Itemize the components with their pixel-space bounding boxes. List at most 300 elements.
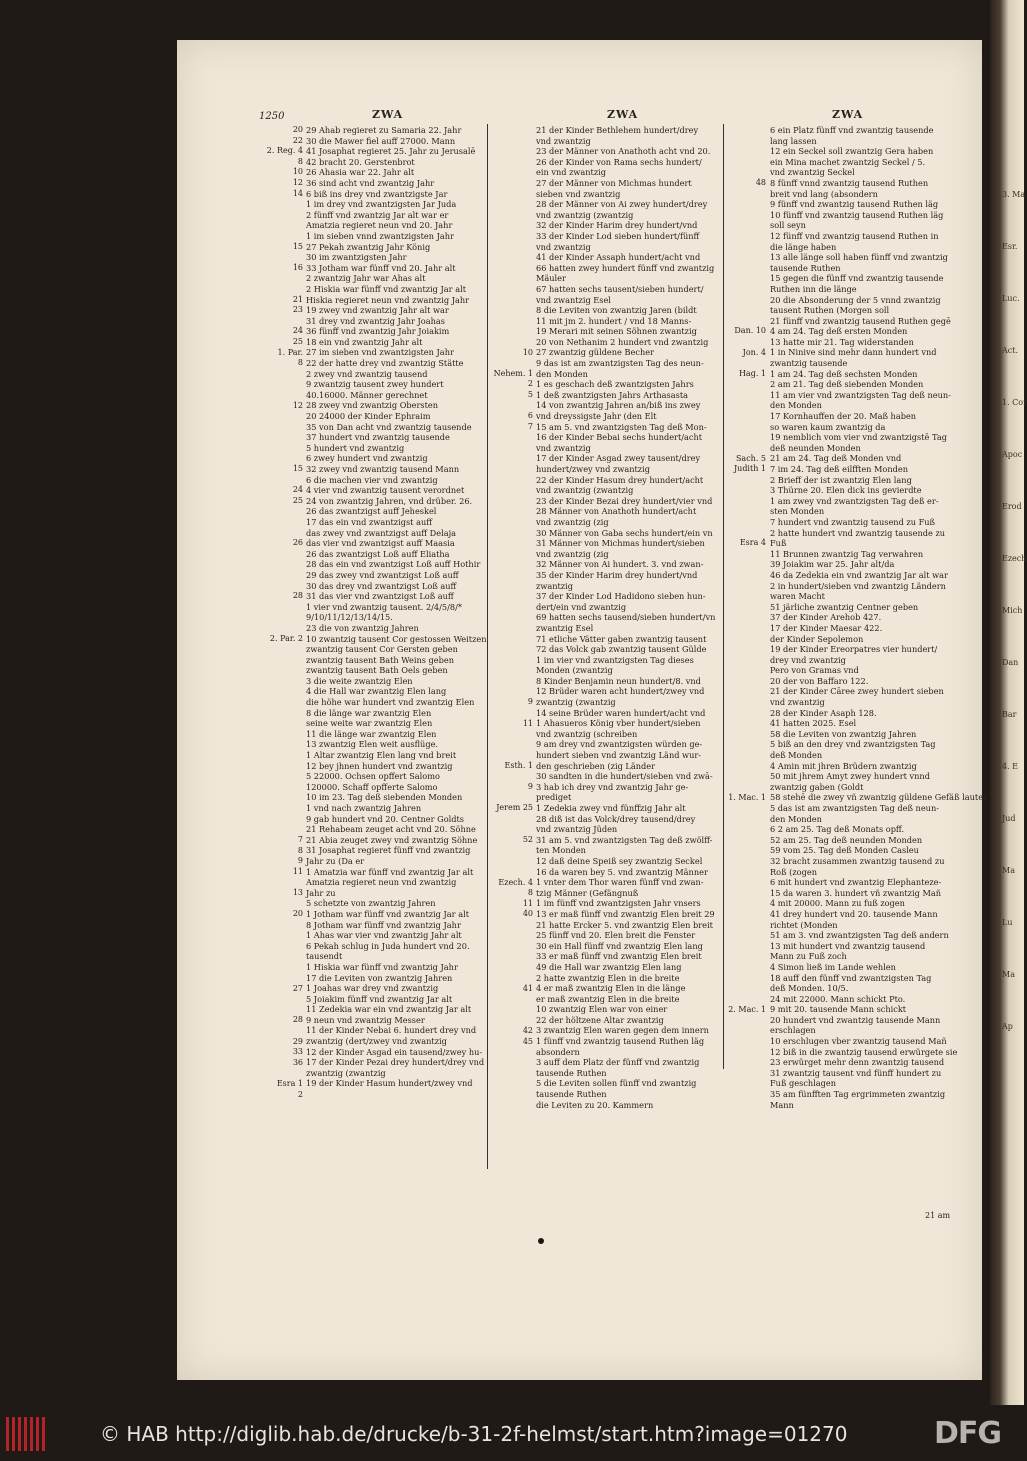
margin-reference: 11 (522, 718, 533, 728)
margin-reference: 40 (522, 909, 533, 919)
column-header-3: ZWA (832, 108, 864, 121)
text-line: den Monden (536, 368, 588, 379)
text-line: 3 hab ich drey vnd zwantzig Jahr ge- (536, 781, 689, 792)
text-line: 6 die machen vier vnd zwantzig (306, 474, 438, 485)
text-line: vnd zwantzig (zwantzig (536, 209, 634, 220)
text-line: 21 fünff vnd zwantzig tausend Ruthen gegē (770, 315, 951, 326)
text-line: 32 der Kinder Harim drey hundert/vnd (536, 220, 698, 231)
text-line: 4 vier vnd zwantzig tausent verordnet (306, 485, 465, 496)
text-line: 33 er maß fünff vnd zwantzig Elen breit (536, 951, 702, 962)
margin-reference: Sach. 5 (735, 453, 766, 463)
margin-reference: 8 (297, 845, 303, 855)
margin-reference: 7 (527, 421, 533, 431)
text-line: 25 fünff vnd 20. Elen breit die Fenster (536, 930, 696, 941)
edge-fragment: Ma (1002, 866, 1015, 875)
text-line: prediget (536, 792, 572, 803)
margin-reference: 24 (292, 485, 303, 495)
text-line: 8 Jotham war fünff vnd zwantzig Jahr (306, 919, 461, 930)
text-line: 13 mit hundert vnd zwantzig tausend (770, 940, 926, 951)
text-line: 12 ein Seckel soll zwantzig Gera haben (770, 146, 934, 157)
text-line: zwantzig (536, 580, 573, 591)
text-line: 20 von Nethanim 2 hundert vnd zwantzig (536, 336, 709, 347)
text-line: 1 im vier vnd zwantzigsten Tag dieses (536, 654, 694, 665)
text-line: 72 das Volck gab zwantzig tausent Gülde (536, 644, 707, 655)
margin-reference: 22 (292, 135, 303, 145)
text-line: Roß (zogen (770, 866, 817, 877)
text-line: 1 fünff vnd zwantzig tausend Ruthen läg (536, 1036, 705, 1047)
column-rule-1 (487, 124, 488, 1169)
text-line: 9 das ist am zwantzigsten Tag des neun- (536, 358, 704, 369)
text-line: 7 hundert vnd zwantzig tausend zu Fuß (770, 516, 936, 527)
text-line: zwantzig (dert/zwey vnd zwantzig (306, 1036, 447, 1047)
text-line: 21 am 24. Tag deß Monden vnd (770, 453, 902, 464)
text-line: 26 das zwantzigst Loß auff Eliatha (306, 548, 450, 559)
text-line: 66 hatten zwey hundert fünff vnd zwantzig (536, 262, 715, 273)
text-line: 1 im drey vnd zwantzigsten Jar Juda (306, 199, 457, 210)
text-line: 35 von Dan acht vnd zwantzig tausende (306, 421, 472, 432)
text-line: 28 der Kinder Asaph 128. (770, 707, 877, 718)
text-line: 21 hatte Ercker 5. vnd zwantzig Elen breit (536, 919, 713, 930)
text-line: 23 der Kinder Bezai drey hundert/vier vnd (536, 495, 713, 506)
text-line: 35 am fünfften Tag ergrimmeten zwantzig (770, 1089, 946, 1100)
margin-reference: 16 (292, 262, 303, 272)
text-line: so waren kaum zwantzig da (770, 421, 886, 432)
text-line: 29 das zwey vnd zwantzigst Loß auff (306, 569, 459, 580)
column-header-1: ZWA (372, 108, 404, 121)
margin-reference: 20 (292, 909, 303, 919)
text-line: 12 biß in die zwantzig tausend erwürgete sie (770, 1046, 958, 1057)
margin-reference: Hag. 1 (738, 368, 766, 378)
text-line: 4 Simon ließ im Lande wehlen (770, 961, 896, 972)
text-line: zwantzig (zwantzig (306, 1067, 386, 1078)
text-line: 17 der Kinder Asgad zwey tausent/drey (536, 453, 701, 464)
text-line: die höhe war hundert vnd zwantzig Elen (306, 697, 475, 708)
text-line: 11 am vier vnd zwantzigsten Tag deß neun- (770, 389, 951, 400)
text-line: zwantzig tausent Cor Gersten geben (306, 644, 458, 655)
text-line: deß Monden (770, 750, 823, 761)
text-line: 2 zwey vnd zwantzig tausend (306, 368, 428, 379)
text-line: 19 der Kinder Ereorpatres vier hundert/ (770, 644, 938, 655)
text-line: vnd zwantzig (770, 697, 825, 708)
text-line: 51 järliche zwantzig Centner geben (770, 601, 919, 612)
margin-reference: 7 (297, 835, 303, 845)
text-line: 31 Männer von Michmas hundert/sieben (536, 538, 705, 549)
text-line: 49 die Hall war zwantzig Elen lang (536, 961, 682, 972)
text-line: 20 24000 der Kinder Ephraim (306, 411, 431, 422)
text-line: 18 auff den fünff vnd zwantzigsten Tag (770, 972, 932, 983)
text-line: 2 Brieff der ist zwantzig Elen lang (770, 474, 912, 485)
text-line: 26 der Kinder von Rama sechs hundert/ (536, 156, 702, 167)
text-line: 5 schetzte von zwantzig Jahren (306, 898, 436, 909)
text-line: 4 die Hall war zwantzig Elen lang (306, 686, 447, 697)
text-line: 1 es geschach deß zwantzigsten Jahrs (536, 379, 694, 390)
text-line: 23 erwürget mehr denn zwantzig tausend (770, 1057, 945, 1068)
margin-reference: 20 (292, 125, 303, 134)
text-column-3 (770, 125, 987, 1110)
margin-reference: 25 (292, 337, 303, 346)
text-line: 19 Merari mit seinen Söhnen zwantzig (536, 326, 697, 337)
margin-reference: 28 (292, 591, 303, 601)
margin-reference: Ezech. 4 (498, 877, 533, 887)
text-line: 30 sandten in die hundert/sieben vnd zwā- (536, 771, 713, 782)
text-line: 30 das drey vnd zwantzigst Loß auff (306, 580, 457, 591)
text-line: er maß zwantzig Elen in die breite (536, 993, 680, 1004)
text-line: 24 von zwantzig Jahren, vnd drüber. 26. (306, 495, 473, 506)
text-line: vnd zwantzig Seckel (770, 167, 855, 178)
text-line: 2 am 21. Tag deß siebenden Monden (770, 379, 924, 390)
text-line: zwantzig tausende (770, 358, 848, 369)
edge-fragment: Ap (1002, 1022, 1013, 1031)
text-line: 1 Joahas war drey vnd zwantzig (306, 983, 439, 994)
text-line: 31 drey vnd zwantzig Jahr Joahas (306, 315, 445, 326)
text-line: die länge haben (770, 241, 837, 252)
text-line: 5 das ist am zwantzigsten Tag deß neun- (770, 803, 939, 813)
text-line: 32 zwey vnd zwantzig tausend Mann (306, 464, 460, 474)
text-line: 1 im sieben vnnd zwantzigsten Jahr (306, 230, 454, 241)
text-line: zwantzig (zwantzig (536, 697, 616, 708)
margin-reference: 9 (527, 782, 533, 792)
margin-reference: 42 (522, 1026, 533, 1035)
text-line: 39 Joiakim war 25. Jahr alt/da (770, 559, 895, 570)
text-line: 30 im zwantzigsten Jahr (306, 252, 407, 263)
text-line: 12 der Kinder Asgad ein tausend/zwey hu- (306, 1046, 483, 1057)
text-line: 1 Zedekia zwey vnd fünffzig Jahr alt (536, 803, 686, 813)
text-line: richtet (Monden (770, 919, 838, 930)
text-line: 22 der höltzene Altar zwantzig (536, 1014, 664, 1025)
text-line: 20 die Absonderung der 5 vnnd zwantzig (770, 294, 941, 305)
text-line: den Monden (770, 813, 822, 824)
text-line: 12 Brüder waren acht hundert/zwey vnd (536, 686, 705, 697)
text-line: 9 fünff vnd zwantzig tausend Ruthen läg (770, 199, 939, 210)
text-line: 120000. Schaff opfferte Salomo (306, 781, 438, 792)
text-line: 1 Ahasueros König vber hundert/sieben (536, 718, 701, 729)
text-line: hundert sieben vnd zwantzig Länd wur- (536, 750, 702, 761)
text-line: vnd zwantzig (536, 442, 591, 453)
margin-reference: 1. Par. (277, 347, 303, 357)
page-number: 1250 (259, 111, 285, 122)
hab-logo-icon (6, 1417, 46, 1451)
text-line: vnd zwantzig Jüden (536, 824, 618, 835)
ink-dot (538, 1238, 544, 1244)
text-line: 10 erschlugen vber zwantzig tausend Mañ (770, 1036, 947, 1047)
text-line: 46 da Zedekia ein vnd zwantzig Jar alt war (770, 569, 948, 580)
margin-reference: 12 (292, 400, 303, 410)
text-line: 40.16000. Männer gerechnet (306, 389, 428, 400)
text-line: Fuß geschlagen (770, 1078, 837, 1089)
text-line: Amatzia regieret neun vnd zwantzig (306, 877, 457, 888)
margin-reference: Esth. 1 (504, 761, 533, 770)
text-line: 2 hatte hundert vnd zwantzig tausende zu (770, 527, 946, 538)
text-line: zwantzig gaben (Goldt (770, 781, 864, 792)
text-line: 1 vnd nach zwantzig Jahren (306, 803, 422, 813)
text-line: vnd zwantzig (536, 241, 591, 252)
text-line: zwantzig tausent Bath Weins geben (306, 654, 454, 665)
text-line: 35 der Kinder Harim drey hundert/vnd (536, 569, 698, 580)
text-line: 31 das vier vnd zwantzigst Loß auff (306, 591, 454, 602)
text-line: vnd zwantzig (zig (536, 516, 609, 527)
text-line: 22 der Kinder Hasum drey hundert/acht (536, 474, 704, 485)
edge-fragment: Act. (1002, 346, 1019, 355)
text-line: 21 Abia zeuget zwey vnd zwantzig Söhne (306, 834, 478, 845)
text-line: vnd zwantzig (schreiben (536, 728, 638, 739)
edge-fragment: Luc. (1002, 294, 1020, 303)
margin-reference: Jon. 4 (742, 347, 766, 357)
text-line: 1 Hiskia war fünff vnd zwantzig Jahr (306, 961, 458, 972)
margin-reference: 8 (297, 156, 303, 166)
margin-reference: 2. Reg. 4 (266, 146, 303, 156)
text-line: 27 der Männer von Michmas hundert (536, 177, 692, 188)
text-line: 9 zwantzig tausent zwey hundert (306, 379, 444, 390)
text-line: 27 Pekah zwantzig Jahr König (306, 241, 431, 252)
book-page (177, 40, 987, 1380)
margin-reference: 52 (522, 835, 533, 845)
text-line: 28 zwey vnd zwantzig Obersten (306, 400, 439, 411)
text-line: 19 nemblich vom vier vnd zwantzigstē Tag (770, 432, 947, 443)
text-line: 11 Zedekia war ein vnd zwantzig Jar alt (306, 1004, 472, 1015)
text-line: ein Mina machet zwantzig Seckel / 5. (770, 156, 926, 167)
text-line: 19 zwey vnd zwantzig Jahr alt war (306, 305, 449, 316)
edge-fragment: Erod (1002, 502, 1022, 511)
text-line: 6 biß ins drey vnd zwantzigste Jar (306, 188, 448, 199)
text-line: 15 gegen die fünff vnd zwantzig tausende (770, 273, 944, 284)
text-line: die Leviten zu 20. Kammern (536, 1099, 654, 1110)
text-line: 10 im 23. Tag deß siebenden Monden (306, 792, 463, 803)
text-line: 12 fünff vnd zwantzig tausend Ruthen in (770, 230, 939, 241)
edge-fragment: 1. Cor (1002, 398, 1027, 407)
text-line: 23 der Männer von Anathoth acht vnd 20. (536, 146, 711, 157)
margin-reference: 48 (755, 178, 766, 187)
text-line: 50 mit jhrem Amyt zwey hundert vnnd (770, 771, 930, 782)
text-line: 30 die Mawer fiel auff 27000. Mann (306, 135, 456, 146)
text-line: Jahr zu (Da er (306, 855, 365, 866)
text-line: den Monden (770, 400, 822, 411)
text-line: erschlagen (770, 1025, 816, 1036)
margin-reference: Jerem 25 (496, 803, 533, 813)
margin-reference: 29 (292, 1036, 303, 1046)
text-line: breit vnd lang (absondern (770, 188, 878, 199)
margin-reference: 24 (292, 326, 303, 336)
margin-reference: 15 (292, 464, 303, 474)
margin-reference: 45 (522, 1036, 533, 1046)
text-line: 30 ein Hall fünff vnd zwantzig Elen lang (536, 940, 703, 951)
text-line: deß neunden Monden (770, 442, 861, 453)
text-line: 8 Kinder Benjamin neun hundert/8. vnd (536, 675, 701, 686)
text-line: 17 der Kinder Maesar 422. (770, 622, 883, 633)
text-line: 9 gab hundert vnd 20. Centner Goldts (306, 813, 464, 824)
text-line: 23 die von zwantzig Jahren (306, 622, 419, 633)
margin-reference: 11 (522, 898, 533, 908)
text-line: sten Monden (770, 506, 825, 517)
text-line: tausende Ruthen (536, 1089, 607, 1100)
text-line: zwantzig tausent Bath Oels geben (306, 665, 448, 676)
text-line: tausende Ruthen (770, 262, 841, 273)
adjacent-page-edge (990, 0, 1027, 1405)
edge-fragment: 3. Ma (1002, 190, 1026, 199)
text-line: zwantzig Esel (536, 622, 594, 633)
text-line: 9 neun vnd zwantzig Messer (306, 1014, 425, 1025)
text-line: 20 hundert vnd zwantzig tausende Mann (770, 1014, 941, 1025)
margin-reference: 36 (292, 1057, 303, 1067)
text-line: 3 auff dem Platz der fünff vnd zwantzig (536, 1057, 700, 1068)
text-line: 24 mit 22000. Mann schickt Pto. (770, 993, 906, 1004)
text-line: 32 Männer von Ai hundert. 3. vnd zwan- (536, 559, 704, 570)
text-line: 3 Thürne 20. Elen dick ins gevierdte (770, 485, 922, 496)
edge-fragment: Mich (1002, 606, 1023, 615)
text-line: 51 am 3. vnd zwantzigsten Tag deß andern (770, 930, 949, 941)
margin-reference: 28 (292, 1015, 303, 1025)
text-line: 4 am 24. Tag deß ersten Monden (770, 326, 908, 337)
text-line: 13 er maß fünff vnd zwantzig Elen breit 29 (536, 908, 715, 919)
margin-reference: Dan. 10 (734, 326, 766, 336)
text-line: 20 der von Baffaro 122. (770, 675, 869, 686)
text-line: 1 in Ninive sind mehr dann hundert vnd (770, 347, 937, 358)
text-line: dert/ein vnd zwantzig (536, 601, 627, 612)
text-line: Pero von Gramas vnd (770, 665, 859, 676)
text-column-2 (536, 125, 722, 1110)
text-line: 11 mit jm 2. hundert / vnd 18 Manns- (536, 315, 692, 326)
edge-fragment: Esr. (1002, 242, 1018, 251)
edge-fragment: Ezech (1002, 554, 1027, 563)
text-line: 3 zwantzig Elen waren gegen dem innern (536, 1025, 709, 1036)
text-line: 13 zwantzig Elen weit ausflüge. (306, 739, 439, 750)
text-line: 32 bracht zusammen zwantzig tausend zu (770, 855, 945, 866)
text-line: vnd zwantzig (536, 135, 591, 146)
margin-reference: Nehem. 1 (493, 368, 533, 378)
text-line: 21 der Kinder Bethlehem hundert/drey (536, 125, 699, 135)
text-line: vnd zwantzig (zig (536, 548, 609, 559)
text-line: 14 von zwantzig Jahren an/biß ins zwey (536, 400, 701, 411)
text-line: 22 der hatte drey vnd zwantzig Stätte (306, 358, 464, 369)
text-line: der Kinder Sepolemon (770, 633, 864, 644)
text-line: ein vnd zwantzig (536, 167, 607, 178)
text-line: 37 der Kinder Lod Hadidono sieben hun- (536, 591, 706, 602)
text-line: 15 da waren 3. hundert vñ zwantzig Mañ (770, 887, 941, 898)
margin-reference: 2. Par. 2 (269, 633, 303, 643)
text-line: 13 hatte mir 21. Tag widerstanden (770, 336, 914, 347)
text-line: 41 der Kinder Assaph hundert/acht vnd (536, 252, 701, 263)
text-line: 5 biß an den drey vnd zwantzigsten Tag (770, 739, 936, 750)
text-line: hundert/zwey vnd zwantzig (536, 464, 650, 474)
text-line: 2 hatte zwantzig Elen in die breite (536, 972, 680, 983)
text-line: 69 hatten sechs tausend/sieben hundert/vn (536, 612, 716, 623)
margin-reference: 2 (527, 379, 533, 389)
text-line: 5 hundert vnd zwantzig (306, 442, 405, 453)
text-line: 28 Männer von Anathoth hundert/acht (536, 506, 697, 517)
text-line: den geschrieben (zig Länder (536, 760, 656, 771)
text-line: 28 der Männer von Ai zwey hundert/drey (536, 199, 708, 210)
margin-reference: 41 (522, 983, 533, 993)
text-line: 1 vier vnd zwantzig tausent. 2/4/5/8/* (306, 601, 462, 612)
text-line: 4 mit 20000. Mann zu fuß zogen (770, 898, 905, 909)
text-line: 1 vnter dem Thor waren fünff vnd zwan- (536, 877, 704, 888)
margin-reference: 5 (527, 390, 533, 399)
text-line: 1 am zwey vnd zwantzigsten Tag deß er- (770, 495, 939, 506)
text-line: 13 alle länge soll haben fünff vnd zwantzig (770, 252, 948, 263)
text-line: 8 fünff vnnd zwantzig tausend Ruthen (770, 177, 929, 188)
text-line: 37 hundert vnd zwantzig tausende (306, 432, 450, 443)
text-line: 58 stehē die zwey vñ zwantzig güldene Gefäß lauter (770, 792, 987, 803)
text-line: 1 im fünff vnd zwantzigsten Jahr vnsers (536, 898, 701, 909)
text-line: 5 die Leviten sollen fünff vnd zwantzig (536, 1078, 697, 1089)
margin-reference: Judith 1 (733, 464, 766, 474)
text-line: 8 die länge war zwantzig Elen (306, 707, 432, 718)
text-line: 16 da waren bey 5. vnd zwantzig Männer (536, 866, 708, 877)
text-line: 16 der Kinder Bebai sechs hundert/acht (536, 432, 703, 443)
text-line: 17 das ein vnd zwantzigst auff (306, 516, 433, 527)
text-line: 26 Ahasia war 22. Jahr alt (306, 167, 415, 178)
text-line: 36 sind acht vnd zwantzig Jahr (306, 177, 435, 188)
margin-reference: 25 (292, 496, 303, 505)
text-line: 21 Rehabeam zeuget acht vnd 20. Söhne (306, 824, 476, 835)
text-line: 12 bey jhnen hundert vnd zwantzig (306, 760, 453, 771)
text-line: Fuß (770, 538, 787, 549)
text-line: Ruthen inn die länge (770, 283, 857, 294)
text-line: 2 in hundert/sieben vnd zwantzig Ländern (770, 580, 946, 591)
text-line: 17 der Kinder Pezai drey hundert/drey vnd (306, 1057, 485, 1068)
text-line: Jahr zu (306, 887, 336, 898)
text-line: 11 die länge war zwantzig Elen (306, 728, 437, 739)
margin-reference: 15 (292, 241, 303, 251)
text-line: Mann zu Fuß zoch (770, 951, 847, 962)
text-line: 2 zwantzig Jahr war Ahas alt (306, 273, 426, 284)
text-line: 41 Josaphat regieret 25. Jahr zu Jerusalē (306, 146, 476, 157)
edge-fragment: Bar (1002, 710, 1017, 719)
text-line: soll seyn (770, 220, 806, 231)
margin-reference: 14 (292, 188, 303, 198)
column-rule-2 (723, 124, 724, 1069)
margin-reference: 8 (527, 888, 533, 898)
text-line: 41 drey hundert vnd 20. tausende Mann (770, 908, 938, 919)
text-line: 29 Ahab regieret zu Samaria 22. Jahr (306, 125, 462, 135)
margin-reference: 10 (522, 347, 533, 357)
text-line: 37 der Kinder Arehob 427. (770, 612, 882, 623)
edge-fragment: Apoc (1002, 450, 1023, 459)
text-line: ten Monden (536, 845, 586, 856)
margin-reference: 21 (292, 294, 303, 304)
edge-fragment: 4. E (1002, 762, 1019, 771)
text-line: tausendt (306, 951, 343, 962)
text-line: seine weite war zwantzig Elen (306, 718, 433, 729)
text-line: 9 mit 20. tausende Mann schickt (770, 1004, 907, 1015)
text-line: Mäuler (536, 273, 566, 284)
text-line: 67 hatten sechs tausent/sieben hundert/ (536, 283, 704, 294)
text-line: 30 Männer von Gaba sechs hundert/ein vn (536, 527, 713, 538)
text-line: 7 im 24. Tag deß eilfften Monden (770, 464, 908, 474)
text-line: 6 zwey hundert vnd zwantzig (306, 453, 428, 464)
text-line: das vier vnd zwantzigst auff Maasia (306, 538, 455, 549)
margin-reference: 2 (297, 1089, 303, 1099)
text-column-1 (306, 125, 486, 1089)
text-line: 5 22000. Ochsen opffert Salomo (306, 771, 440, 782)
text-line: 36 fünff vnd zwantzig Jahr Joiakim (306, 326, 450, 337)
text-line: 1 Amatzia war fünff vnd zwantzig Jar alt (306, 866, 474, 877)
text-line: 26 das zwantzigst auff Jeheskel (306, 506, 437, 517)
text-line: 9/10/11/12/13/14/15. (306, 612, 393, 623)
dfg-logo: DFG (934, 1416, 1002, 1451)
text-line: 19 der Kinder Hasum hundert/zwey vnd (306, 1078, 473, 1089)
text-line: 4 Amin mit jhren Brüdern zwantzig (770, 760, 917, 771)
text-line: 31 zwantzig tausent vnd fünff hundert zu (770, 1067, 942, 1078)
copyright-url-link[interactable]: © HAB http://diglib.hab.de/drucke/b-31-2f-helmst/start.htm?image=01270 (100, 1422, 848, 1446)
text-line: 27 im sieben vnd zwantzigsten Jahr (306, 347, 454, 358)
margin-reference: Esra 1 (276, 1079, 303, 1088)
margin-reference: 11 (292, 867, 303, 876)
text-line: 12 daß deine Speiß sey zwantzig Seckel (536, 855, 703, 866)
margin-reference: 26 (292, 538, 303, 548)
text-line: 6 mit hundert vnd zwantzig Elephanteze- (770, 877, 942, 888)
text-line: 17 Kornhauffen der 20. Maß haben (770, 411, 917, 422)
margin-reference: Esra 4 (739, 538, 766, 548)
